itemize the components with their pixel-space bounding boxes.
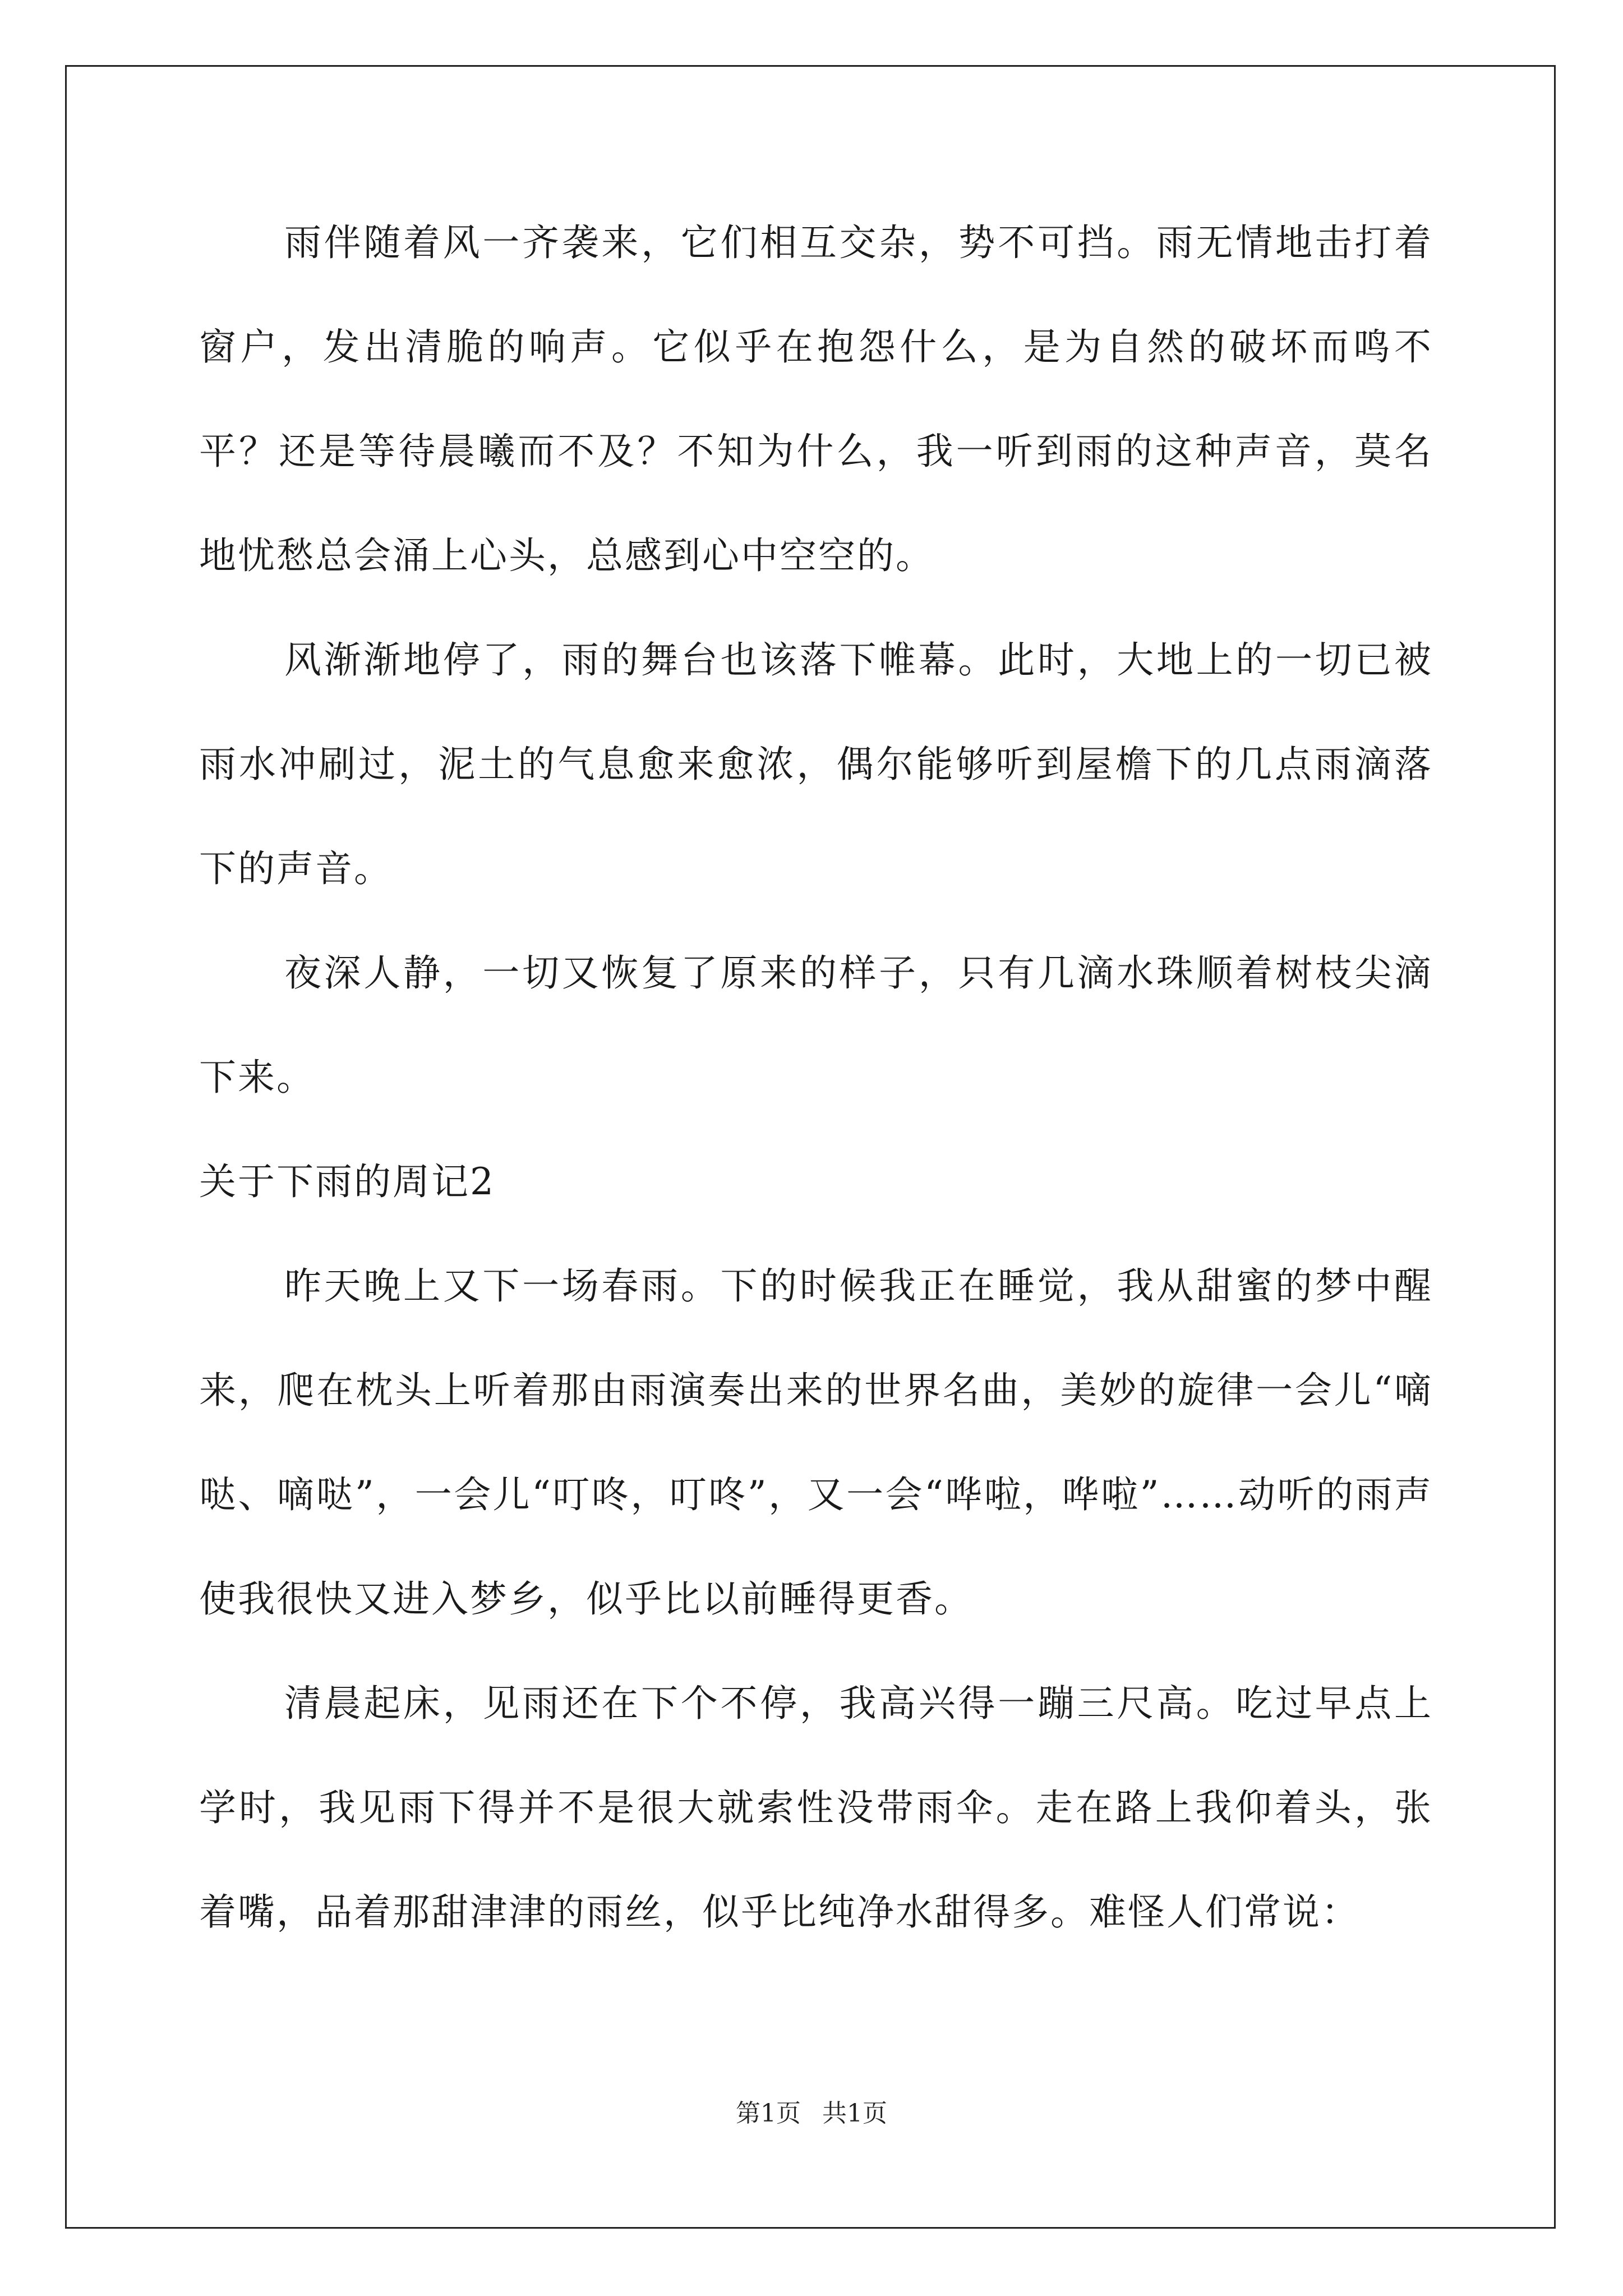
page-total: 共1页 [822, 2099, 887, 2128]
document-body [199, 191, 1433, 1964]
paragraph: 昨天晚上又下一场春雨。下的时候我正在睡觉，我从甜蜜的梦中醒来，爬在枕头上听着那由雨演奏出来的世界名曲，美妙的旋律一会儿“嘀哒、嘀哒”，一会儿“叮咚，叮咚”，又一会“哗啦，哗啦”……动听的雨声使我很快又进入梦乡，似乎比以前睡得更香。 [199, 1264, 1433, 1621]
paragraph: 夜深人静，一切又恢复了原来的样子，只有几滴水珠顺着树枝尖滴下来。 [199, 951, 1433, 1099]
page-footer [0, 2097, 1623, 2131]
page-number: 第1页 [736, 2099, 801, 2128]
paragraph: 雨伴随着风一齐袭来，它们相互交杂，势不可挡。雨无情地击打着窗户，发出清脆的响声。它似乎在抱怨什么，是为自然的破坏而鸣不平？还是等待晨曦而不及？不知为什么，我一听到雨的这种声音，莫名地忧愁总会涌上心头，总感到心中空空的。 [199, 221, 1433, 577]
section-heading: 关于下雨的周记2 [199, 1160, 495, 1203]
paragraph: 风渐渐地停了，雨的舞台也该落下帷幕。此时，大地上的一切已被雨水冲刷过，泥土的气息愈来愈浓，偶尔能够听到屋檐下的几点雨滴落下的声音。 [199, 638, 1433, 890]
paragraph: 清晨起床，见雨还在下个不停，我高兴得一蹦三尺高。吃过早点上学时，我见雨下得并不是很大就索性没带雨伞。走在路上我仰着头，张着嘴，品着那甜津津的雨丝，似乎比纯净水甜得多。难怪人们常说： [199, 1682, 1433, 1934]
